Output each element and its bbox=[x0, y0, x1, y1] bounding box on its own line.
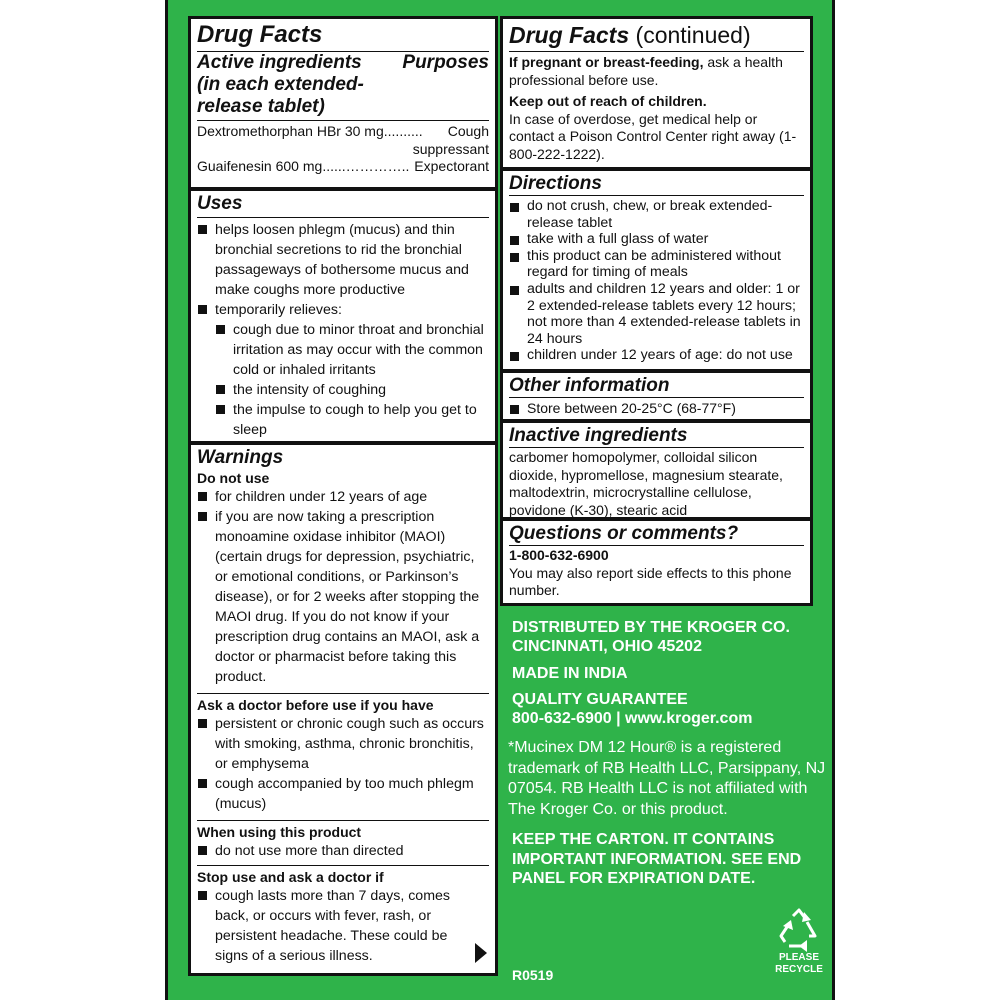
list-item: temporarily relieves: bbox=[197, 300, 489, 320]
trademark-notice: *Mucinex DM 12 Hour® is a registered trademark of RB Health LLC, Parsippany, NJ 07054. RB Health LLC is not affiliated with The Kroger Co. or this product. bbox=[508, 739, 826, 818]
list-item: cough accompanied by too much phlegm (mucus) bbox=[197, 774, 489, 814]
ingredient-purpose: Cough bbox=[447, 123, 489, 139]
warnings-heading: Warnings bbox=[197, 447, 284, 468]
divider bbox=[509, 195, 804, 196]
ingredient-purpose: Expectorant bbox=[414, 158, 489, 174]
list-item: cough lasts more than 7 days, comes back, or occurs with fever, rash, or persistent headache. These could be signs of a serious illness. bbox=[197, 886, 477, 966]
inactive-ingredients-text: carbomer homopolymer, colloidal silicon dioxide, hypromellose, magnesium stearate, maltodextrin, microcrystalline cellulose, povidone (K-30), stearic acid bbox=[509, 449, 783, 518]
divider bbox=[197, 693, 489, 694]
list-item: if you are now taking a prescription monoamine oxidase inhibitor (MAOI) (certain drugs for depression, psychiatric, or emotional conditions, or Parkinson’s disease), or for 2 weeks after stopping the MAOI drug. If you do not know if your prescription drug contains an MAOI, ask a doctor or pharmacist before taking this product. bbox=[197, 507, 489, 687]
list-item: children under 12 years of age: do not use bbox=[509, 347, 804, 364]
leader-dots: .......... bbox=[383, 123, 423, 139]
list-item: the intensity of coughing bbox=[215, 380, 489, 400]
list-item: this product can be administered without regard for timing of meals bbox=[509, 248, 804, 281]
leader-dots: ......………….. bbox=[322, 158, 410, 174]
list-item: persistent or chronic cough such as occurs with smoking, asthma, chronic bronchitis, or emphysema bbox=[197, 714, 489, 774]
when-using-list bbox=[197, 841, 489, 861]
do-not-use-list bbox=[197, 487, 489, 687]
uses-heading: Uses bbox=[197, 193, 243, 214]
questions-heading: Questions or comments? bbox=[509, 523, 739, 544]
list-item: helps loosen phlegm (mucus) and thin bronchial secretions to rid the bronchial passageways of bothersome mucus and make coughs more productive bbox=[197, 220, 489, 300]
drug-facts-right bbox=[500, 16, 813, 606]
ingredient-purpose: suppressant bbox=[412, 140, 489, 157]
directions-heading: Directions bbox=[509, 173, 602, 194]
active-ingredients-heading: Active ingredients bbox=[197, 52, 362, 73]
purposes-heading: Purposes bbox=[402, 52, 489, 73]
divider bbox=[197, 820, 489, 821]
other-information-heading: Other information bbox=[509, 375, 670, 396]
continued-title: Drug Facts (continued) bbox=[509, 22, 751, 48]
uses-sublist bbox=[197, 320, 489, 440]
divider bbox=[509, 51, 804, 52]
uses-section bbox=[191, 191, 495, 445]
list-item: Store between 20-25°C (68-77°F) bbox=[509, 400, 804, 418]
keep-out-heading: Keep out of reach of children. bbox=[509, 93, 707, 109]
quality-block bbox=[512, 690, 822, 728]
recycle-label: RECYCLE bbox=[775, 964, 823, 975]
continue-arrow-icon bbox=[475, 943, 487, 963]
active-ingredients-subheading: (in each extended- bbox=[197, 74, 364, 95]
stop-use-heading: Stop use and ask a doctor if bbox=[197, 869, 384, 885]
made-in-label: MADE IN INDIA bbox=[512, 665, 628, 682]
distributor-address: CINCINNATI, OHIO 45202 bbox=[512, 638, 702, 655]
stop-use-list bbox=[197, 886, 489, 966]
active-ingredients-subheading: release tablet) bbox=[197, 96, 325, 117]
divider bbox=[509, 447, 804, 448]
divider bbox=[197, 217, 489, 218]
list-item: do not crush, chew, or break extended-release tablet bbox=[509, 198, 804, 231]
questions-text: You may also report side effects to this phone number. bbox=[509, 564, 792, 598]
list-item: for children under 12 years of age bbox=[197, 487, 489, 507]
inactive-ingredients-section bbox=[503, 423, 810, 521]
ingredient-name: Dextromethorphan HBr 30 mg bbox=[197, 123, 384, 139]
keep-carton-notice: KEEP THE CARTON. IT CONTAINS IMPORTANT INFORMATION. SEE END PANEL FOR EXPIRATION DATE. bbox=[512, 831, 802, 887]
pregnancy-warning: If pregnant or breast-feeding, ask a health professional before use. bbox=[509, 54, 783, 88]
uses-list bbox=[197, 220, 489, 320]
ingredient-name: Guaifenesin 600 mg bbox=[197, 158, 323, 174]
ingredient-row bbox=[197, 158, 489, 176]
list-item: do not use more than directed bbox=[197, 841, 489, 861]
drug-facts-title: Drug Facts bbox=[197, 21, 323, 48]
other-information-list bbox=[509, 400, 804, 418]
drug-facts-left bbox=[188, 16, 498, 976]
questions-phone: 1-800-632-6900 bbox=[509, 547, 609, 563]
lot-code: R0519 bbox=[512, 967, 554, 983]
active-ingredients-section bbox=[191, 19, 495, 191]
divider bbox=[197, 865, 489, 866]
distributor-block bbox=[512, 618, 822, 656]
when-using-heading: When using this product bbox=[197, 824, 362, 840]
divider bbox=[509, 397, 804, 398]
ingredient-row bbox=[197, 123, 489, 141]
distributor-line: DISTRIBUTED BY THE KROGER CO. bbox=[512, 619, 790, 636]
divider bbox=[509, 545, 804, 546]
list-item: cough due to minor throat and bronchial irritation as may occur with the common cold or inhaled irritants bbox=[215, 320, 489, 380]
do-not-use-heading: Do not use bbox=[197, 470, 270, 486]
directions-list bbox=[509, 198, 804, 364]
recycle-label: PLEASE bbox=[778, 952, 819, 963]
divider bbox=[197, 120, 489, 121]
list-item: adults and children 12 years and older: 1 or 2 extended-release tablets every 12 hours; not more than 4 extended-release tablets in 24 hours bbox=[509, 281, 804, 347]
recycle-badge bbox=[766, 908, 832, 976]
quality-guarantee: QUALITY GUARANTEE bbox=[512, 691, 688, 708]
ask-doctor-list bbox=[197, 714, 489, 814]
list-item: take with a full glass of water bbox=[509, 231, 804, 248]
quality-contact: 800-632-6900 | www.kroger.com bbox=[512, 710, 753, 727]
list-item: the impulse to cough to help you get to sleep bbox=[215, 400, 489, 440]
other-information-section bbox=[503, 373, 810, 423]
warnings-section bbox=[191, 445, 495, 973]
recycle-icon bbox=[775, 908, 823, 952]
directions-section bbox=[503, 171, 810, 373]
overdose-text: In case of overdose, get medical help or contact a Poison Control Center right away (1-800-222-1222). bbox=[509, 110, 797, 162]
pregnancy-section bbox=[503, 19, 810, 171]
ask-doctor-heading: Ask a doctor before use if you have bbox=[197, 697, 434, 713]
inactive-ingredients-heading: Inactive ingredients bbox=[509, 425, 688, 446]
questions-section bbox=[503, 521, 810, 603]
